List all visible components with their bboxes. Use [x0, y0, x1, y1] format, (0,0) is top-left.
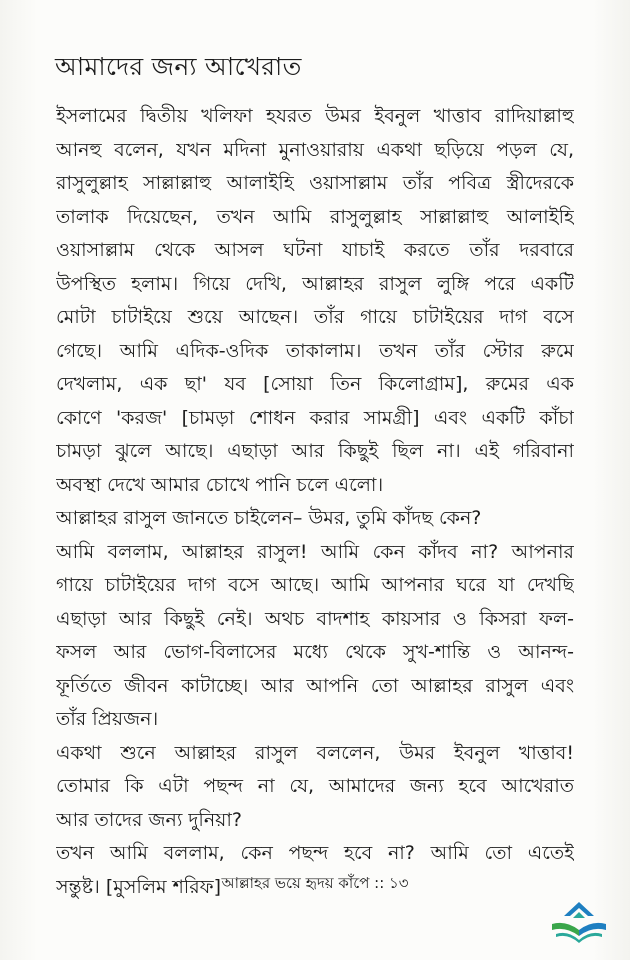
text-line: আল্লাহর রাসুল জানতে চাইলেন– উমর, তুমি কাঁদছ কেন? [56, 507, 482, 529]
text-line: আর তাদের জন্য দুনিয়া? [56, 808, 242, 831]
text-line: ওয়াসাল্লাম থেকে আসল ঘটনা যাচাই করতে তাঁর দরবারে [56, 239, 574, 261]
text-line: ফূর্তিতে জীবন কাটাচ্ছে। আর আপনি তো আল্লাহর রাসুল এবং [56, 674, 574, 697]
page-title: আমাদের জন্য আখেরাত [55, 52, 302, 81]
text-line: অবস্থা দেখে আমার চোখে পানি চলে এলো। [56, 473, 384, 496]
text-line: উপস্থিত হলাম। গিয়ে দেখি, আল্লাহর রাসুল লুঙ্গি পরে একটি [56, 272, 574, 295]
text-line: তোমার কি এটা পছন্দ না যে, আমাদের জন্য হবে আখেরাত [56, 775, 574, 797]
body-text [56, 100, 574, 904]
text-line: আমি বললাম, আল্লাহর রাসুল! আমি কেন কাঁদব না? আপনার [56, 540, 574, 563]
text-line: রাসুলুল্লাহ সাল্লাল্লাহু আলাইহি ওয়াসাল্লাম তাঁর পবিত্র স্ত্রীদেরকে [56, 172, 574, 194]
text-line: তখন আমি বললাম, কেন পছন্দ হবে না? আমি তো এতেই [56, 842, 574, 864]
text-line: কোণে 'করজ' [চামড়া শোধন করার সামগ্রী] এবং একটি কাঁচা [56, 406, 574, 429]
text-line: মোটা চাটাইয়ে শুয়ে আছেন। তাঁর গায়ে চাটাইয়ের দাগ বসে [56, 306, 574, 328]
text-line: সন্তুষ্ট। [মুসলিম শরিফ] [56, 875, 221, 898]
text-line: একথা শুনে আল্লাহর রাসুল বললেন, উমর ইবনুল খাত্তাব! [56, 741, 574, 764]
text-line: গায়ে চাটাইয়ের দাগ বসে আছে। আমি আপনার ঘরে যা দেখছি [56, 574, 574, 596]
text-line: এছাড়া আর কিছুই নেই। অথচ বাদশাহ কায়সার ও কিসরা ফল- [56, 607, 574, 630]
text-line: দেখলাম, এক ছা' যব [সোয়া তিন কিলোগ্রাম], রুমের এক [56, 373, 574, 395]
text-line: চামড়া ঝুলে আছে। এছাড়া আর কিছুই ছিল না। এই গরিবানা [56, 440, 574, 462]
logo-roof-inner [573, 912, 585, 918]
text-line: ফসল আর ভোগ-বিলাসের মধ্যে থেকে সুখ-শান্তি ও আনন্দ- [56, 641, 574, 663]
text-line: আনহু বলেন, যখন মদিনা মুনাওয়ারায় একথা ছড়িয়ে পড়ল যে, [56, 138, 574, 161]
page-footer: আল্লাহর ভয়ে হৃদয় কাঁপে :: ১৩ [221, 874, 409, 892]
text-line: তাঁর প্রিয়জন। [56, 708, 159, 730]
text-line: গেছে। আমি এদিক-ওদিক তাকালাম। তখন তাঁর স্টোর রুমে [56, 339, 574, 362]
text-line: তালাক দিয়েছেন, তখন আমি রাসুলুল্লাহ সাল্লাল্লাহু আলাইহি [56, 205, 574, 228]
text-line: ইসলামের দ্বিতীয় খলিফা হযরত উমর ইবনুল খাত্তাব রাদিয়াল্লাহু [56, 105, 574, 127]
publisher-logo-icon [548, 898, 610, 946]
